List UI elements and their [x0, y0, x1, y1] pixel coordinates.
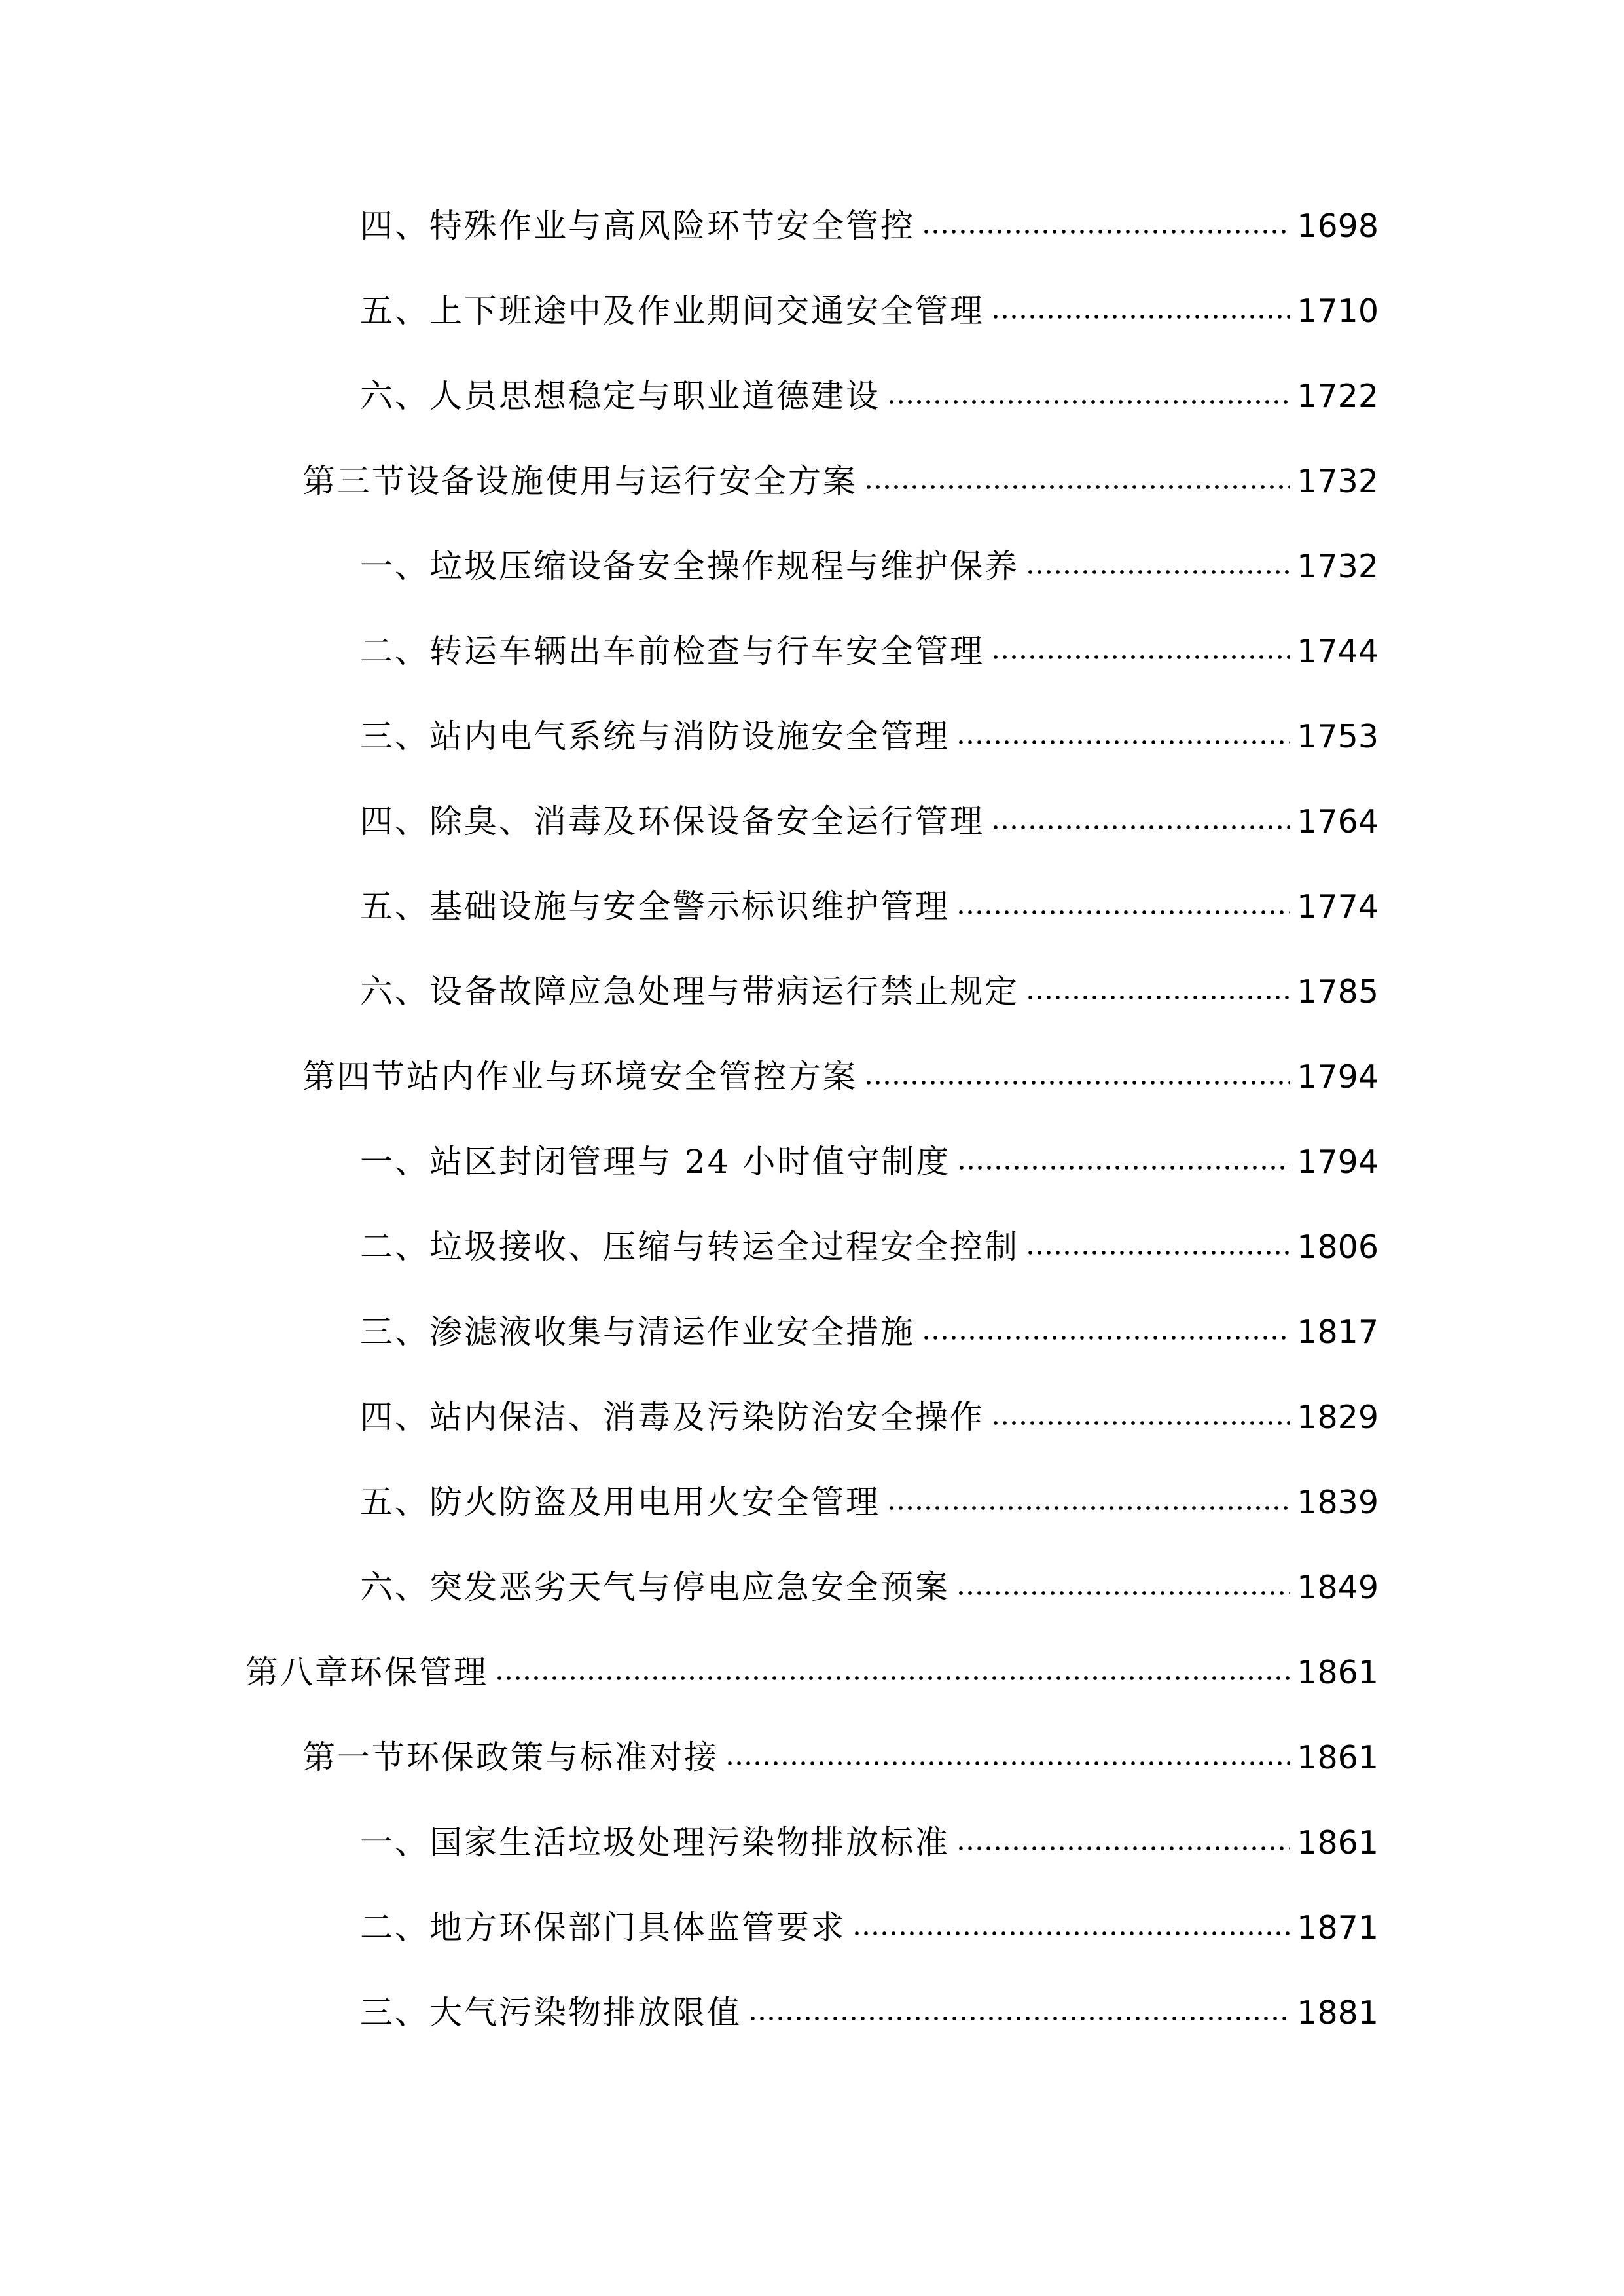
- toc-entry[interactable]: [360, 1892, 1379, 1944]
- toc-entry-page: 1794: [1297, 1058, 1379, 1096]
- toc-entry-page: 1839: [1297, 1484, 1379, 1521]
- toc-entry-page: 1753: [1297, 718, 1379, 755]
- toc-entry-page: 1849: [1297, 1569, 1379, 1606]
- dot-leader: [1026, 1249, 1290, 1257]
- dot-leader: [922, 1334, 1290, 1342]
- toc-entry[interactable]: [360, 360, 1379, 415]
- toc-entry-page: 1722: [1297, 378, 1379, 415]
- toc-entry[interactable]: [360, 1211, 1379, 1266]
- toc-entry-page: 1785: [1297, 973, 1379, 1011]
- toc-entry-page: 1698: [1297, 207, 1379, 245]
- toc-entry[interactable]: [360, 1977, 1379, 2032]
- toc-entry-page: 1774: [1297, 888, 1379, 925]
- dot-leader: [956, 738, 1290, 746]
- toc-entry-title: 三、渗滤液收集与清运作业安全措施: [360, 1313, 915, 1351]
- toc-entry-page: 1732: [1297, 463, 1379, 500]
- toc-entry-title: 一、国家生活垃圾处理污染物排放标准: [360, 1823, 950, 1861]
- toc-entry-title: 一、垃圾压缩设备安全操作规程与维护保养: [360, 547, 1019, 585]
- toc-entry[interactable]: [360, 1551, 1379, 1604]
- toc-entry-title: 三、站内电气系统与消防设施安全管理: [360, 717, 950, 755]
- toc-entry-title: 三、大气污染物排放限值: [360, 1994, 742, 2032]
- toc-entry[interactable]: [360, 275, 1379, 330]
- toc-entry-page: 1861: [1297, 1824, 1379, 1861]
- toc-entry-title: 二、垃圾接收、压缩与转运全过程安全控制: [360, 1228, 1019, 1266]
- toc-entry[interactable]: [360, 870, 1379, 923]
- dot-leader: [991, 823, 1290, 831]
- toc-entry[interactable]: [302, 445, 1379, 500]
- toc-entry[interactable]: [360, 1126, 1379, 1181]
- dot-leader: [991, 653, 1290, 661]
- dot-leader: [887, 1504, 1290, 1512]
- toc-entry-page: 1764: [1297, 803, 1379, 840]
- dot-leader: [957, 1164, 1290, 1172]
- dot-leader: [495, 1674, 1290, 1682]
- dot-leader: [956, 1589, 1290, 1597]
- toc-entry[interactable]: [360, 785, 1379, 838]
- toc-entry[interactable]: [360, 190, 1379, 245]
- toc-entry-page: 1881: [1297, 1994, 1379, 2032]
- toc-entry[interactable]: [360, 615, 1379, 668]
- toc-entry-page: 1710: [1297, 293, 1379, 330]
- toc-entry[interactable]: [360, 1806, 1379, 1859]
- dot-leader: [1026, 994, 1290, 1001]
- dot-leader: [956, 1844, 1290, 1852]
- dot-leader: [956, 908, 1290, 916]
- dot-leader: [725, 1759, 1290, 1767]
- toc-entry-page: 1806: [1297, 1229, 1379, 1266]
- toc-entry-title: 第三节设备设施使用与运行安全方案: [302, 462, 857, 500]
- toc-entry-title: 五、上下班途中及作业期间交通安全管理: [360, 292, 984, 330]
- toc-entry-title: 六、突发恶劣天气与停电应急安全预案: [360, 1568, 950, 1606]
- toc-entry[interactable]: [360, 1296, 1379, 1351]
- toc-entry-title: 第四节站内作业与环境安全管控方案: [302, 1058, 857, 1096]
- toc-entry-title: 六、设备故障应急处理与带病运行禁止规定: [360, 973, 1019, 1011]
- dot-leader: [887, 398, 1290, 406]
- toc-entry-page: 1794: [1297, 1143, 1379, 1181]
- toc-entry[interactable]: [360, 1381, 1379, 1436]
- toc-entry-title: 二、转运车辆出车前检查与行车安全管理: [360, 632, 984, 670]
- toc-entry-title: 五、防火防盗及用电用火安全管理: [360, 1483, 880, 1521]
- dot-leader: [852, 1929, 1290, 1937]
- toc-entry[interactable]: [360, 700, 1379, 753]
- toc-entry-title: 四、除臭、消毒及环保设备安全运行管理: [360, 802, 984, 840]
- toc-entry-title: 第一节环保政策与标准对接: [302, 1738, 719, 1776]
- dot-leader: [991, 1419, 1290, 1427]
- toc-entry[interactable]: [360, 530, 1379, 583]
- toc-entry-page: 1732: [1297, 548, 1379, 585]
- toc-entry-page: 1871: [1297, 1909, 1379, 1946]
- toc-entry-title: 四、特殊作业与高风险环节安全管控: [360, 207, 915, 245]
- toc-entry-page: 1861: [1297, 1654, 1379, 1691]
- toc-entry[interactable]: [302, 1041, 1379, 1096]
- toc-entry-title: 二、地方环保部门具体监管要求: [360, 1909, 846, 1946]
- toc-entry-title: 第八章环保管理: [245, 1653, 488, 1691]
- toc-entry[interactable]: [302, 1721, 1379, 1774]
- toc-entry-title: 五、基础设施与安全警示标识维护管理: [360, 888, 950, 925]
- toc-entry-title: 一、站区封闭管理与 24 小时值守制度: [360, 1143, 951, 1181]
- toc-entry-title: 四、站内保洁、消毒及污染防治安全操作: [360, 1398, 984, 1436]
- toc-entry[interactable]: [360, 1466, 1379, 1521]
- dot-leader: [864, 1079, 1290, 1086]
- toc-entry-page: 1829: [1297, 1399, 1379, 1436]
- toc-entry-page: 1861: [1297, 1739, 1379, 1776]
- toc-entry-page: 1817: [1297, 1314, 1379, 1351]
- toc-entry[interactable]: [360, 956, 1379, 1011]
- toc-entry-title: 六、人员思想稳定与职业道德建设: [360, 377, 880, 415]
- dot-leader: [748, 2015, 1290, 2022]
- toc-entry[interactable]: [245, 1636, 1379, 1689]
- dot-leader: [864, 483, 1290, 491]
- dot-leader: [1026, 568, 1290, 576]
- dot-leader: [922, 228, 1290, 236]
- toc-entry-page: 1744: [1297, 633, 1379, 670]
- dot-leader: [991, 313, 1290, 321]
